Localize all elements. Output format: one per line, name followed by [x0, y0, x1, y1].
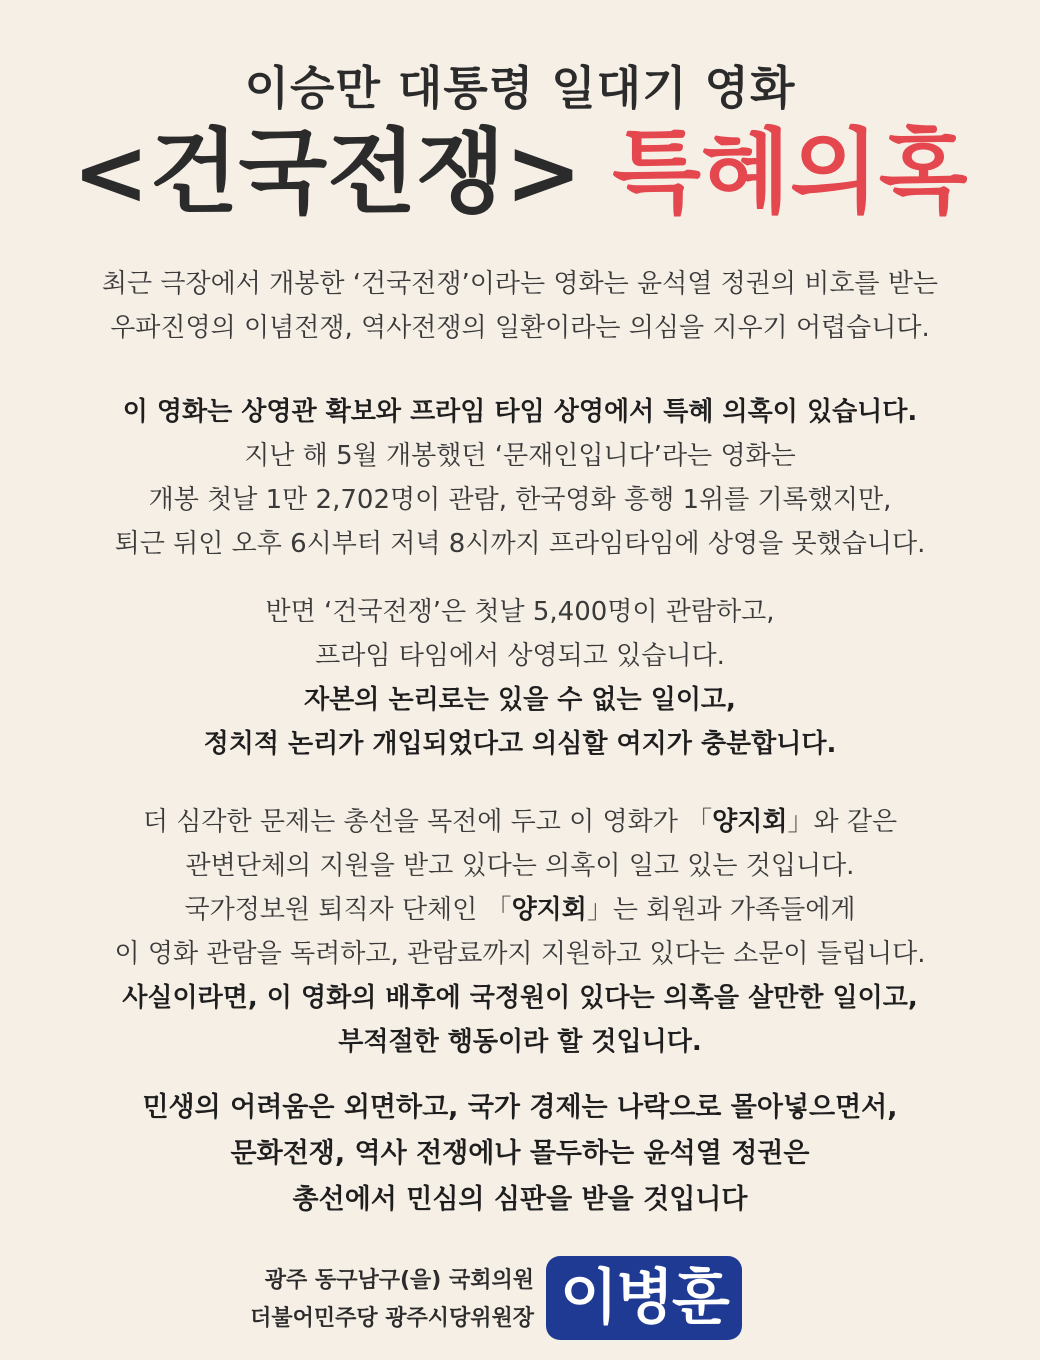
text-line-bold: 총선에서 민심의 심판을 받을 것입니다 — [292, 1184, 748, 1215]
paragraph-comparison — [20, 590, 1020, 766]
text-line: 반면 ‘건국전쟁’은 첫날 5,400명이 관람하고, — [265, 597, 775, 627]
text-span: 국가정보원 퇴직자 단체인 「 — [184, 895, 512, 925]
text-line-bold: 민생의 어려움은 외면하고, 국가 경제는 나락으로 몰아넣으면서, — [142, 1092, 898, 1123]
text-line: 이 영화 관람을 독려하고, 관람료까지 지원하고 있다는 소문이 들립니다. — [114, 939, 926, 969]
text-line-bold: 자본의 논리로는 있을 수 없는 일이고, — [304, 685, 736, 715]
paragraph-conclusion — [20, 1085, 1020, 1223]
text-line-bold: 이 영화는 상영관 확보와 프라임 타임 상영에서 특혜 의혹이 있습니다. — [122, 397, 918, 427]
text-span: 」와 같은 — [787, 807, 898, 837]
signature-position: 광주 동구남구(을) 국회의원 — [264, 1268, 534, 1293]
signature — [200, 1262, 840, 1342]
text-line: 우파진영의 이념전쟁, 역사전쟁의 일환이라는 의심을 지우기 어렵습니다. — [110, 313, 930, 343]
signature-party-role: 더불어민주당 광주시당위원장 — [250, 1306, 534, 1331]
paragraph-yangjihoe — [20, 800, 1020, 1064]
headline-film-title: <건국전쟁> — [72, 119, 583, 226]
text-line: 지난 해 5월 개봉했던 ‘문재인입니다’라는 영화는 — [244, 441, 796, 471]
text-line — [20, 888, 1020, 932]
paragraph-screening — [20, 390, 1020, 566]
subtitle: 이승만 대통령 일대기 영화 — [244, 61, 796, 115]
text-line: 퇴근 뒤인 오후 6시부터 저녁 8시까지 프라임타임에 상영을 못했습니다. — [114, 529, 926, 559]
text-line-bold: 정치적 논리가 개입되었다고 의심할 여지가 충분합니다. — [203, 729, 837, 759]
text-line: 개봉 첫날 1만 2,702명이 관람, 한국영화 흥행 1위를 기록했지만, — [148, 485, 892, 515]
headline-allegation: 특혜의혹 — [612, 119, 968, 226]
text-line — [20, 800, 1020, 844]
org-name: 양지회 — [712, 807, 788, 837]
signature-titles — [250, 1262, 534, 1338]
text-line-bold: 부적절한 행동이라 할 것입니다. — [338, 1027, 702, 1057]
text-line: 관변단체의 지원을 받고 있다는 의혹이 일고 있는 것입니다. — [185, 851, 855, 881]
text-line: 최근 극장에서 개봉한 ‘건국전쟁’이라는 영화는 윤석열 정권의 비호를 받는 — [101, 269, 939, 299]
text-line-bold: 사실이라면, 이 영화의 배후에 국정원이 있다는 의혹을 살만한 일이고, — [122, 983, 918, 1013]
org-name: 양지회 — [511, 895, 587, 925]
text-span: 」는 회원과 가족들에게 — [586, 895, 856, 925]
signature-name-badge: 이병훈 — [546, 1256, 742, 1340]
text-line-bold: 문화전쟁, 역사 전쟁에나 몰두하는 윤석열 정권은 — [230, 1138, 810, 1169]
paragraph-intro — [20, 262, 1020, 350]
text-span: 더 심각한 문제는 총선을 목전에 두고 이 영화가 「 — [142, 807, 713, 837]
headline — [0, 118, 1040, 228]
text-line: 프라임 타임에서 상영되고 있습니다. — [315, 641, 725, 671]
